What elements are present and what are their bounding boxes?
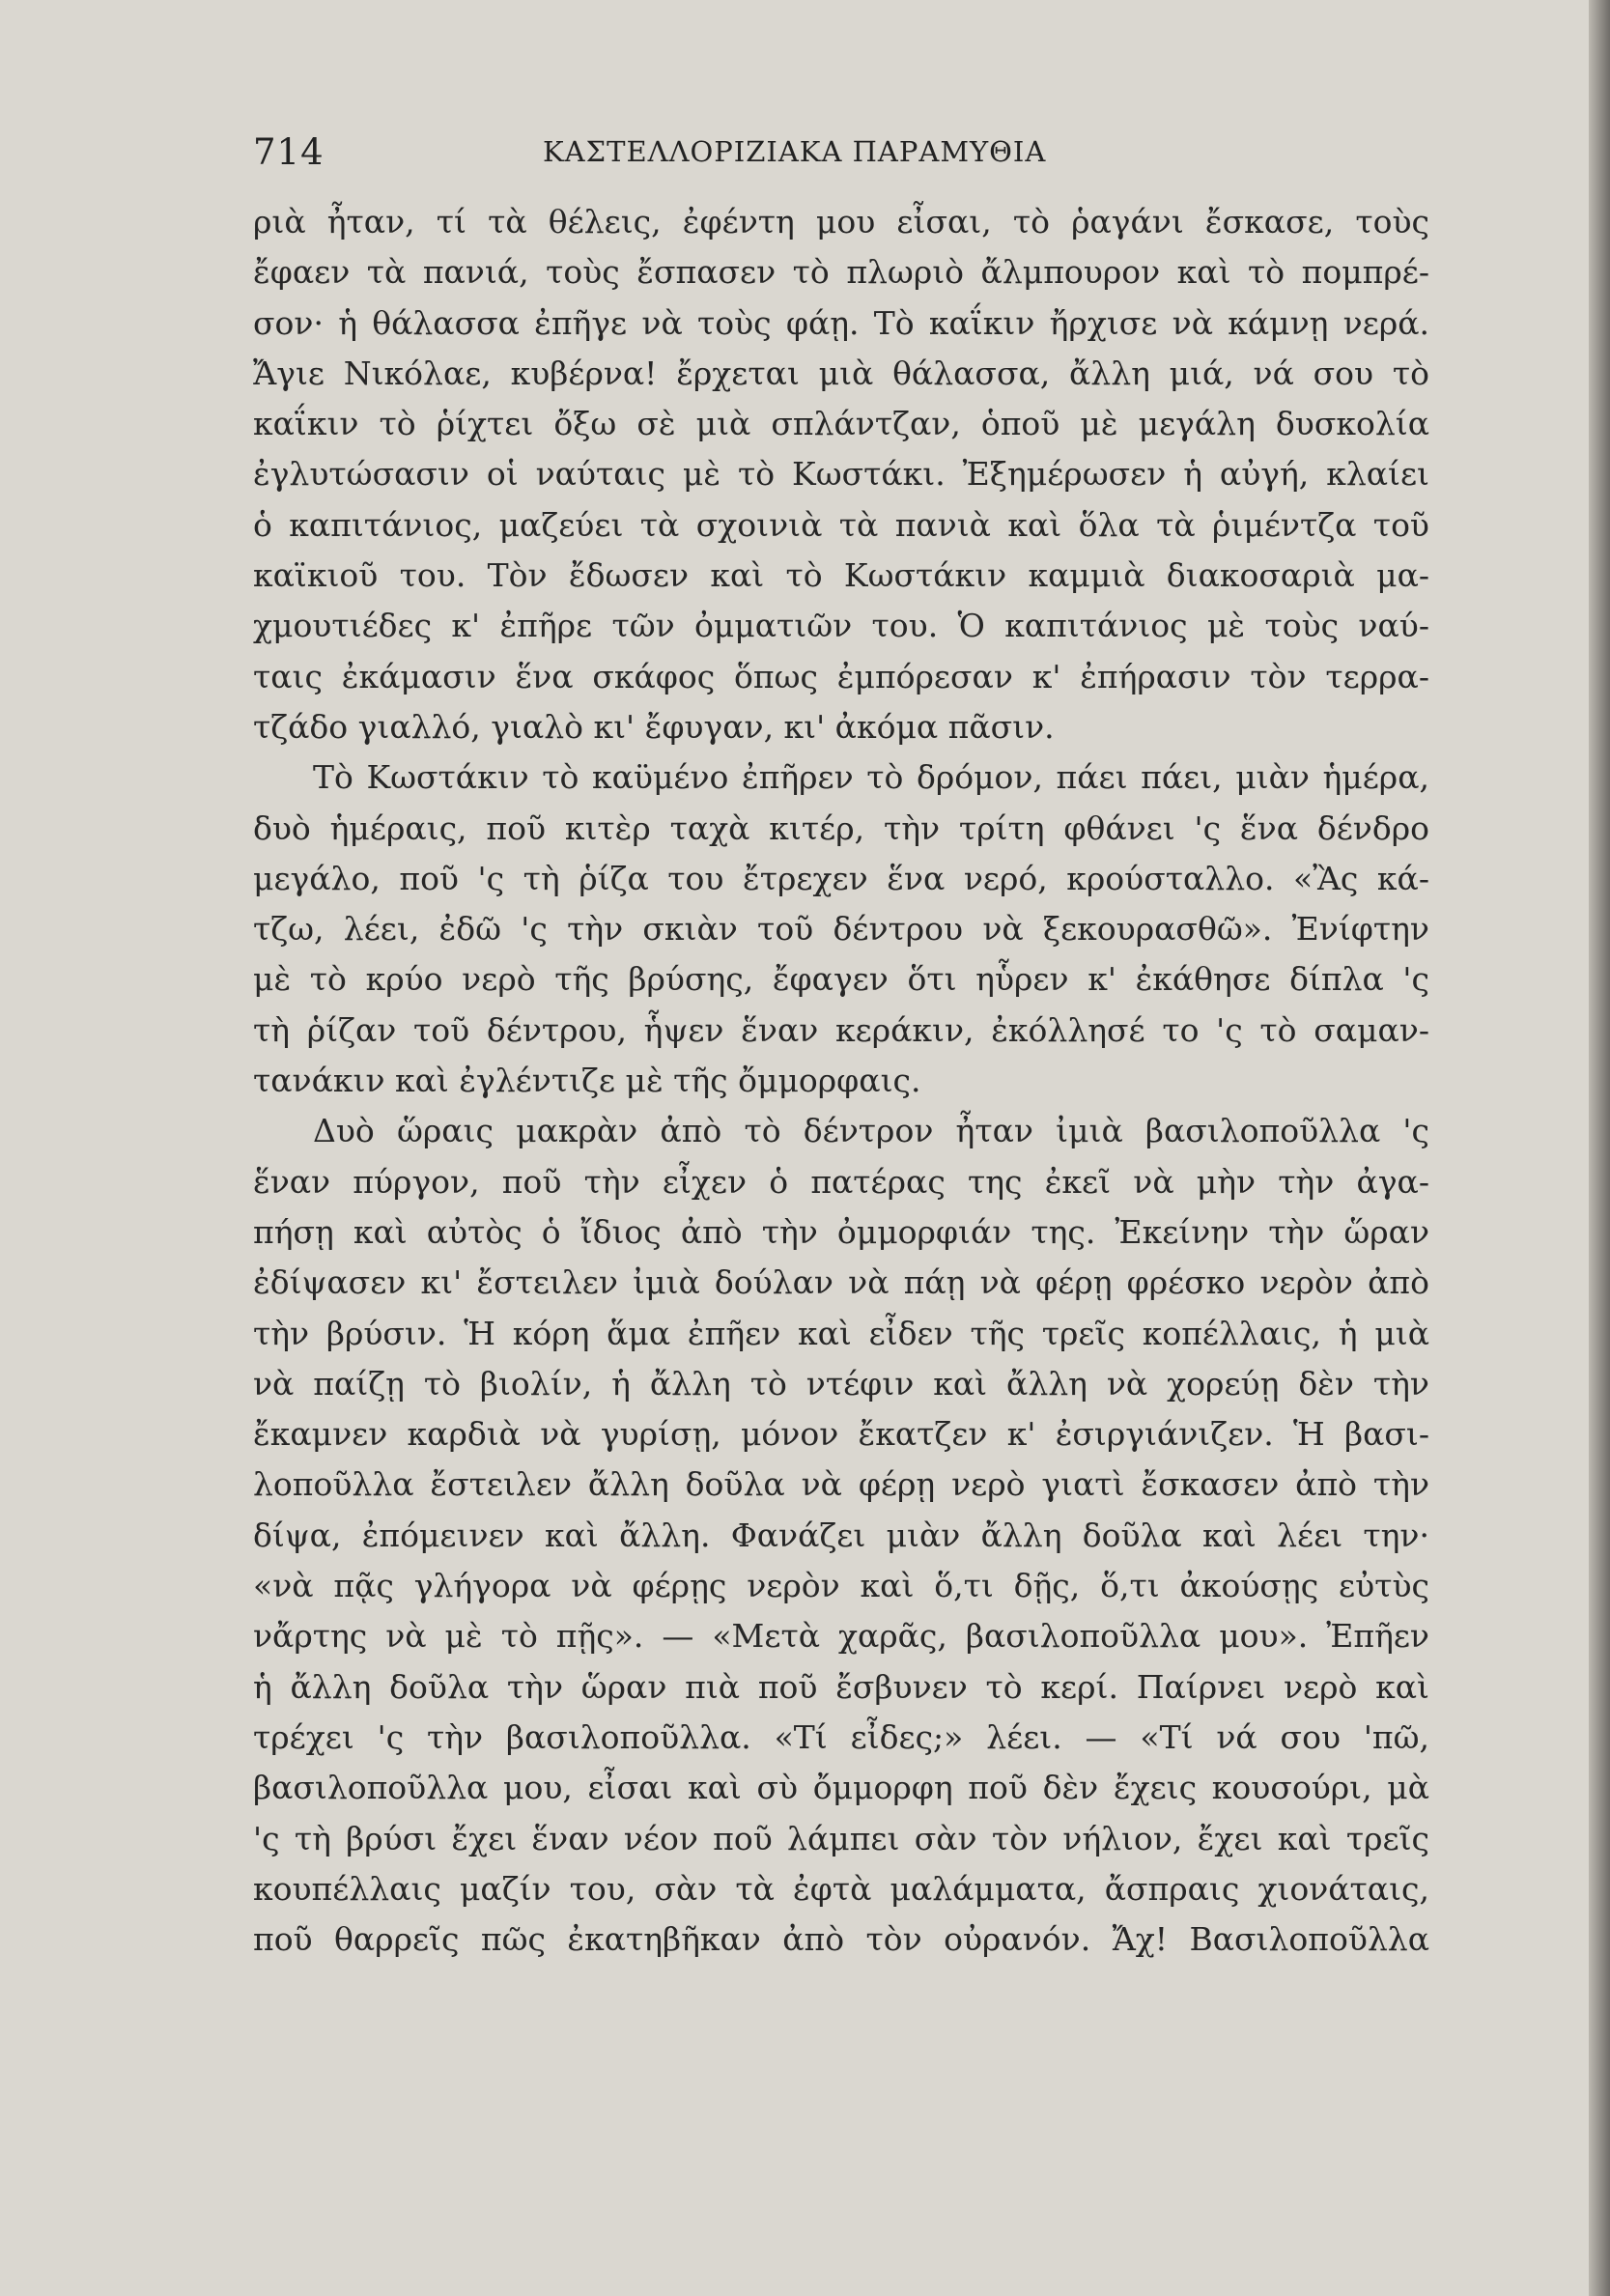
text-line: μὲ τὸ κρύο νερὸ τῆς βρύσης, ἔφαγεν ὅτι ηὗρεν κ' ἐκάθησε δίπλα 'ς bbox=[253, 960, 1429, 999]
text-line: τρέχει 'ς τὴν βασιλοποῦλλα. «Τί εἶδες;» λέει. — «Τί νά σου 'πῶ, bbox=[253, 1717, 1429, 1756]
text-line: καϊκιοῦ του. Τὸν ἔδωσεν καὶ τὸ Κωστάκιν καμμιὰ διακοσαριὰ μα- bbox=[253, 556, 1429, 595]
text-line: τζάδο γιαλλό, γιαλὸ κι' ἔφυγαν, κι' ἀκόμα πᾶσιν. bbox=[253, 707, 1055, 746]
running-title: ΚΑΣΤΕΛΛΟΡΙΖΙΑΚΑ ΠΑΡΑΜΥΘΙΑ bbox=[543, 135, 1047, 168]
text-line: «νὰ πᾷς γλήγορα νὰ φέρῃς νερὸν καὶ ὅ,τι δῇς, ὅ,τι ἀκούσῃς εὐτὺς bbox=[253, 1567, 1429, 1605]
text-line: ὁ καπιτάνιος, μαζεύει τὰ σχοινιὰ τὰ πανιὰ καὶ ὅλα τὰ ῥιμέντζα τοῦ bbox=[253, 505, 1429, 544]
text-line: ἔκαμνεν καρδιὰ νὰ γυρίσῃ, μόνον ἔκατζεν κ' ἐσιργιάνιζεν. Ἡ βασι- bbox=[253, 1415, 1429, 1454]
page-number: 714 bbox=[253, 131, 325, 173]
text-line: ποῦ θαρρεῖς πῶς ἐκατηβῆκαν ἀπὸ τὸν οὐρανόν. Ἄχ! Βασιλοποῦλλα bbox=[253, 1920, 1429, 1959]
text-line: νἄρτης νὰ μὲ τὸ πῇς». — «Μετὰ χαρᾶς, βασιλοποῦλλα μου». Ἐπῆεν bbox=[253, 1617, 1429, 1656]
text-line: νὰ παίζῃ τὸ βιολίν, ἡ ἄλλη τὸ ντέφιν καὶ ἄλλη νὰ χορεύῃ δὲν τὴν bbox=[253, 1364, 1429, 1403]
text-line: ἔφαεν τὰ πανιά, τοὺς ἔσπασεν τὸ πλωριὸ ἄλμπουρον καὶ τὸ πομπρέ- bbox=[253, 253, 1429, 292]
text-line: ἐδίψασεν κι' ἔστειλεν ἰμιὰ δούλαν νὰ πάῃ νὰ φέρῃ φρέσκο νερὸν ἀπὸ bbox=[253, 1263, 1429, 1302]
text-line: ἡ ἄλλη δοῦλα τὴν ὥραν πιὰ ποῦ ἔσβυνεν τὸ κερί. Παίρνει νερὸ καὶ bbox=[253, 1667, 1429, 1706]
text-line: βασιλοποῦλλα μου, εἶσαι καὶ σὺ ὄμμορφη ποῦ δὲν ἔχεις κουσούρι, μὰ bbox=[253, 1769, 1429, 1807]
text-line: ριὰ ἦταν, τί τὰ θέλεις, ἐφέντη μου εἶσαι, τὸ ῥαγάνι ἔσκασε, τοὺς bbox=[253, 203, 1429, 241]
text-line: δίψα, ἐπόμεινεν καὶ ἄλλη. Φανάζει μιὰν ἄλλη δοῦλα καὶ λέει την· bbox=[253, 1516, 1429, 1554]
text-line: μεγάλο, ποῦ 'ς τὴ ῥίζα του ἔτρεχεν ἕνα νερό, κρούσταλλο. «Ἂς κά- bbox=[253, 859, 1429, 897]
text-line: κουπέλλαις μαζίν του, σὰν τὰ ἐφτὰ μαλάμματα, ἄσπραις χιονάταις, bbox=[253, 1869, 1429, 1908]
text-line: ἕναν πύργον, ποῦ τὴν εἶχεν ὁ πατέρας της ἐκεῖ νὰ μὴν τὴν ἀγα- bbox=[253, 1162, 1429, 1201]
text-line: πήσῃ καὶ αὐτὸς ὁ ἴδιος ἀπὸ τὴν ὀμμορφιάν της. Ἐκείνην τὴν ὥραν bbox=[253, 1212, 1429, 1251]
text-line: Δυὸ ὥραις μακρὰν ἀπὸ τὸ δέντρον ἦταν ἰμιὰ βασιλοποῦλλα 'ς bbox=[313, 1112, 1429, 1150]
page-edge-shadow bbox=[1589, 0, 1610, 2296]
text-line: τανάκιν καὶ ἐγλέντιζε μὲ τῆς ὄμμορφαις. bbox=[253, 1062, 921, 1100]
text-line: τὴν βρύσιν. Ἡ κόρη ἅμα ἐπῆεν καὶ εἶδεν τῆς τρεῖς κοπέλλαις, ἡ μιὰ bbox=[253, 1314, 1429, 1352]
text-line: τζω, λέει, ἐδῶ 'ς τὴν σκιὰν τοῦ δέντρου νὰ ξεκουρασθῶ». Ἐνίφτην bbox=[253, 910, 1429, 949]
text-line: δυὸ ἡμέραις, ποῦ κιτὲρ ταχὰ κιτέρ, τὴν τρίτη φθάνει 'ς ἕνα δένδρο bbox=[253, 808, 1429, 847]
text-line: Ἄγιε Νικόλαε, κυβέρνα! ἔρχεται μιὰ θάλασσα, ἄλλη μιά, νά σου τὸ bbox=[253, 354, 1429, 392]
text-line: Τὸ Κωστάκιν τὸ καϋμένο ἐπῆρεν τὸ δρόμον, πάει πάει, μιὰν ἡμέρα, bbox=[313, 758, 1429, 797]
text-line: λοποῦλλα ἔστειλεν ἄλλη δοῦλα νὰ φέρῃ νερὸ γιατὶ ἔσκασεν ἀπὸ τὴν bbox=[253, 1465, 1429, 1504]
text-line: τὴ ῥίζαν τοῦ δέντρου, ἧψεν ἕναν κεράκιν, ἐκόλλησέ το 'ς τὸ σαμαν- bbox=[253, 1010, 1429, 1049]
page-header bbox=[253, 131, 1431, 182]
text-line: 'ς τὴ βρύσι ἔχει ἕναν νέον ποῦ λάμπει σὰν τὸν νήλιον, ἔχει καὶ τρεῖς bbox=[253, 1819, 1429, 1857]
text-line: καΐκιν τὸ ῥίχτει ὄξω σὲ μιὰ σπλάντζαν, ὁποῦ μὲ μεγάλη δυσκολία bbox=[253, 405, 1429, 443]
body-text bbox=[253, 197, 1429, 1965]
text-line: σον· ἡ θάλασσα ἐπῆγε νὰ τοὺς φάῃ. Τὸ καΐκιν ἤρχισε νὰ κάμνῃ νερά. bbox=[253, 303, 1429, 342]
text-line: χμουτιέδες κ' ἐπῆρε τῶν ὀμματιῶν του. Ὁ καπιτάνιος μὲ τοὺς ναύ- bbox=[253, 607, 1429, 645]
text-line: ταις ἐκάμασιν ἕνα σκάφος ὅπως ἐμπόρεσαν κ' ἐπήρασιν τὸν τερρα- bbox=[253, 657, 1429, 695]
text-line: ἐγλυτώσασιν οἱ ναύταις μὲ τὸ Κωστάκι. Ἐξημέρωσεν ἡ αὐγή, κλαίει bbox=[253, 455, 1429, 494]
